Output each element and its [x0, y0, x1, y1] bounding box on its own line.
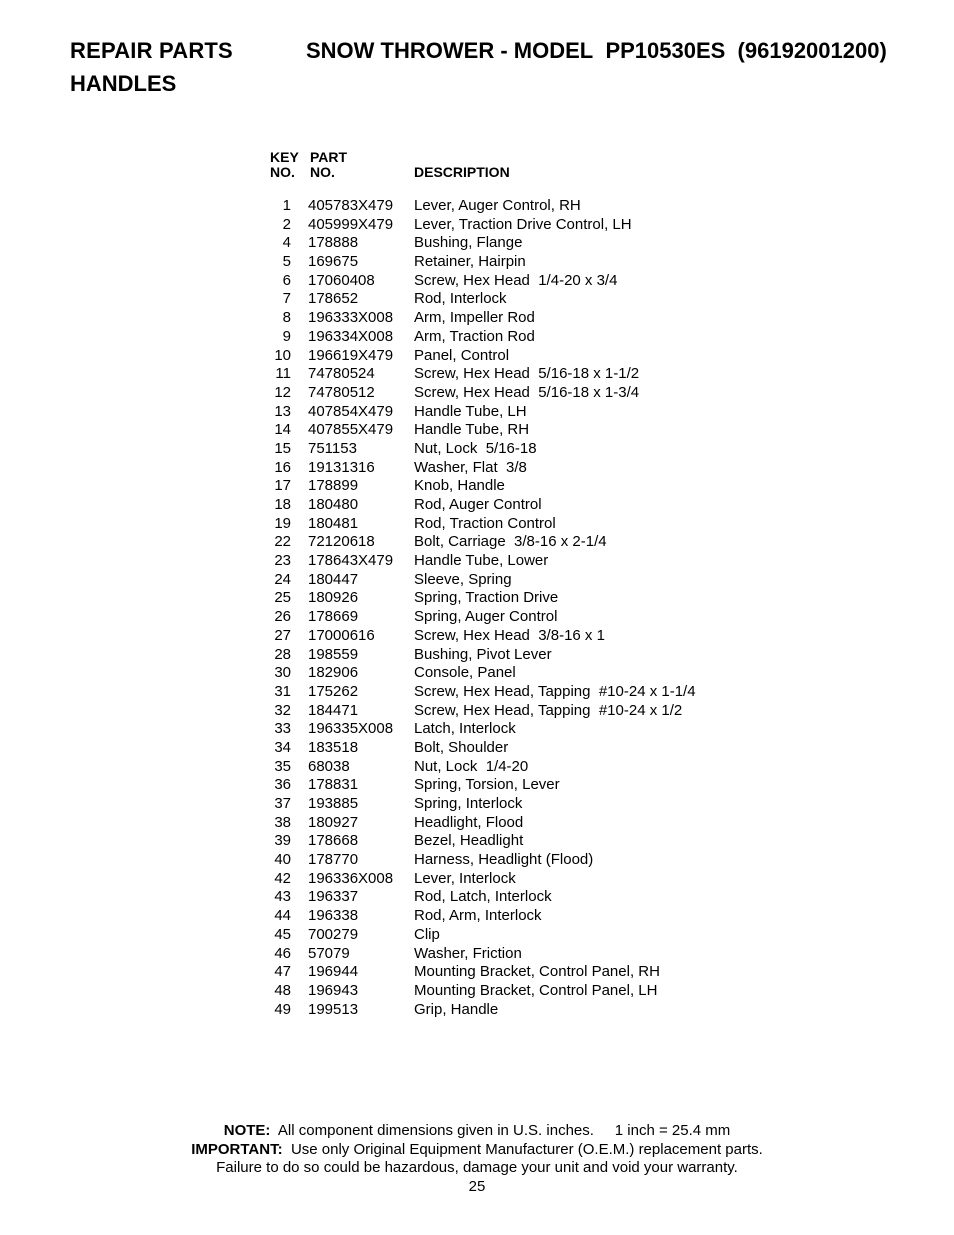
model-number: (96192001200)	[737, 38, 887, 63]
part-no-cell: 175262	[308, 682, 359, 700]
table-row	[0, 814, 954, 833]
description-cell: Lever, Auger Control, RH	[414, 197, 581, 214]
description-cell: Screw, Hex Head 5/16-18 x 1-1/2	[414, 365, 640, 383]
key-no-cell: 12	[274, 383, 291, 401]
table-row	[0, 683, 954, 702]
table-row	[0, 328, 954, 347]
key-no-cell: 42	[274, 869, 291, 887]
table-row	[0, 758, 954, 777]
parts-table	[0, 197, 954, 1019]
table-row	[0, 589, 954, 608]
description-cell: Rod, Latch, Interlock	[414, 888, 552, 906]
description-cell: Rod, Auger Control	[414, 496, 542, 513]
key-no-cell: 39	[274, 832, 291, 850]
table-row	[0, 795, 954, 814]
key-header-line2: NO.	[270, 164, 295, 180]
part-no-cell: 178652	[308, 290, 359, 308]
key-no-cell: 48	[274, 981, 291, 999]
part-no-cell: 199513	[308, 1000, 359, 1018]
description-cell: Rod, Traction Control	[414, 514, 556, 532]
key-no-cell: 38	[274, 813, 291, 831]
part-no-cell: 196333X008	[308, 309, 394, 327]
description-cell: Knob, Handle	[414, 477, 505, 495]
key-no-cell: 2	[282, 215, 291, 233]
important-line	[0, 1141, 954, 1160]
part-no-cell: 407855X479	[308, 421, 394, 439]
key-no-cell: 40	[274, 851, 291, 869]
key-no-cell: 26	[274, 608, 291, 626]
table-row	[0, 384, 954, 403]
table-row	[0, 888, 954, 907]
key-no-cell: 46	[274, 944, 291, 962]
description-cell: Clip	[414, 925, 440, 943]
section-label: REPAIR PARTS	[70, 38, 233, 63]
key-no-cell: 28	[274, 645, 291, 663]
note-conversion: 1 inch = 25.4 mm	[614, 1122, 731, 1139]
key-no-header	[270, 150, 299, 180]
part-no-header	[310, 150, 347, 180]
part-no-cell: 196336X008	[308, 869, 394, 887]
subsection-title: HANDLES	[70, 71, 177, 96]
part-no-cell: 169675	[308, 253, 359, 271]
table-row	[0, 945, 954, 964]
model-title	[306, 38, 887, 64]
key-no-cell: 10	[274, 346, 291, 364]
description-cell: Spring, Auger Control	[414, 608, 558, 626]
part-header-line1: PART	[310, 149, 348, 165]
description-cell: Handle Tube, Lower	[414, 552, 549, 570]
note-label: NOTE:	[223, 1122, 271, 1139]
key-no-cell: 47	[274, 963, 291, 981]
table-row	[0, 776, 954, 795]
part-no-cell: 17000616	[308, 626, 375, 644]
part-header-line2: NO.	[310, 164, 335, 180]
table-row	[0, 533, 954, 552]
part-no-cell: 407854X479	[308, 402, 394, 420]
part-no-cell: 17060408	[308, 271, 375, 289]
description-cell: Handle Tube, RH	[414, 421, 530, 439]
table-row	[0, 272, 954, 291]
description-cell: Spring, Traction Drive	[414, 589, 559, 607]
table-row	[0, 234, 954, 253]
description-cell: Spring, Torsion, Lever	[414, 776, 560, 794]
key-no-cell: 44	[274, 907, 291, 925]
page-footer	[0, 1122, 954, 1196]
part-no-cell: 751153	[308, 439, 357, 457]
description-cell: Latch, Interlock	[414, 720, 516, 738]
part-no-cell: 178831	[308, 776, 359, 794]
table-row	[0, 907, 954, 926]
table-row	[0, 365, 954, 384]
part-no-cell: 405783X479	[308, 197, 394, 214]
key-no-cell: 13	[274, 402, 291, 420]
page-number: 25	[468, 1177, 486, 1195]
table-row	[0, 608, 954, 627]
description-cell: Arm, Traction Rod	[414, 327, 535, 345]
table-row	[0, 347, 954, 366]
part-no-cell: 19131316	[308, 458, 375, 476]
key-no-cell: 17	[274, 477, 291, 495]
part-no-cell: 180927	[308, 813, 359, 831]
key-no-cell: 9	[282, 327, 291, 345]
description-cell: Console, Panel	[414, 664, 516, 682]
description-header: DESCRIPTION	[414, 164, 510, 180]
part-no-cell: 196619X479	[308, 346, 394, 364]
description-cell: Screw, Hex Head 5/16-18 x 1-3/4	[414, 383, 640, 401]
model-code: PP10530ES	[605, 38, 726, 63]
description-cell: Screw, Hex Head 3/8-16 x 1	[414, 626, 605, 644]
important-label: IMPORTANT:	[191, 1140, 283, 1158]
description-cell: Arm, Impeller Rod	[414, 309, 535, 327]
table-row	[0, 290, 954, 309]
key-no-cell: 14	[274, 421, 291, 439]
warning-line: Failure to do so could be hazardous, damage your unit and void your warranty.	[216, 1159, 738, 1176]
description-cell: Mounting Bracket, Control Panel, RH	[414, 963, 660, 981]
description-cell: Rod, Arm, Interlock	[414, 907, 542, 925]
key-no-cell: 49	[274, 1000, 291, 1018]
key-no-cell: 19	[274, 514, 291, 532]
description-cell: Screw, Hex Head, Tapping #10-24 x 1/2	[414, 701, 683, 719]
key-no-cell: 36	[274, 776, 291, 794]
part-no-cell: 178643X479	[308, 552, 394, 570]
part-no-cell: 183518	[308, 738, 359, 756]
description-cell: Screw, Hex Head 1/4-20 x 3/4	[414, 271, 618, 289]
part-no-cell: 196337	[308, 888, 359, 906]
key-no-cell: 30	[274, 664, 291, 682]
table-row	[0, 982, 954, 1001]
part-no-cell: 178668	[308, 832, 359, 850]
part-no-cell: 74780524	[308, 365, 375, 383]
part-no-cell: 196943	[308, 981, 359, 999]
description-cell: Washer, Friction	[414, 944, 522, 962]
part-no-cell: 193885	[308, 795, 359, 812]
description-cell: Panel, Control	[414, 346, 510, 364]
part-no-cell: 198559	[308, 645, 359, 663]
table-row	[0, 496, 954, 515]
table-row	[0, 515, 954, 534]
part-no-cell: 182906	[308, 664, 359, 682]
description-cell: Bolt, Shoulder	[414, 738, 509, 756]
description-cell: Bolt, Carriage 3/8-16 x 2-1/4	[414, 533, 607, 551]
key-no-cell: 31	[274, 682, 291, 700]
table-row	[0, 720, 954, 739]
description-cell: Grip, Handle	[414, 1000, 499, 1018]
description-cell: Retainer, Hairpin	[414, 253, 526, 271]
table-row	[0, 197, 954, 216]
description-cell: Handle Tube, LH	[414, 402, 527, 420]
table-row	[0, 477, 954, 496]
table-row	[0, 253, 954, 272]
key-no-cell: 32	[274, 701, 291, 719]
key-no-cell: 23	[274, 552, 291, 570]
part-no-cell: 180481	[308, 514, 359, 532]
part-no-cell: 180447	[308, 570, 359, 588]
table-row	[0, 832, 954, 851]
table-row	[0, 421, 954, 440]
part-no-cell: 180926	[308, 589, 359, 607]
table-row	[0, 963, 954, 982]
model-prefix: SNOW THROWER - MODEL	[306, 38, 594, 63]
key-no-cell: 1	[282, 197, 291, 214]
part-no-cell: 57079	[308, 944, 350, 962]
table-row	[0, 664, 954, 683]
table-row	[0, 571, 954, 590]
key-no-cell: 25	[274, 589, 291, 607]
key-header-line1: KEY	[270, 149, 299, 165]
description-cell: Spring, Interlock	[414, 795, 523, 812]
table-row	[0, 309, 954, 328]
part-no-cell: 196338	[308, 907, 359, 925]
key-no-cell: 43	[274, 888, 291, 906]
description-cell: Bushing, Flange	[414, 234, 523, 252]
part-no-cell: 74780512	[308, 383, 375, 401]
key-no-cell: 18	[274, 496, 291, 513]
part-no-cell: 178770	[308, 851, 359, 869]
key-no-cell: 35	[274, 757, 291, 775]
part-no-cell: 196334X008	[308, 327, 394, 345]
description-cell: Nut, Lock 1/4-20	[414, 757, 529, 775]
description-cell: Nut, Lock 5/16-18	[414, 439, 537, 457]
table-row	[0, 216, 954, 235]
table-row	[0, 1001, 954, 1020]
table-row	[0, 403, 954, 422]
table-row	[0, 851, 954, 870]
description-cell: Bezel, Headlight	[414, 832, 524, 850]
key-no-cell: 33	[274, 720, 291, 738]
description-cell: Headlight, Flood	[414, 813, 524, 831]
table-row	[0, 926, 954, 945]
key-no-cell: 24	[274, 570, 291, 588]
description-cell: Washer, Flat 3/8	[414, 458, 527, 476]
key-no-cell: 4	[282, 234, 291, 252]
part-no-cell: 178669	[308, 608, 359, 626]
key-no-cell: 7	[282, 290, 291, 308]
table-row	[0, 739, 954, 758]
key-no-cell: 45	[274, 925, 291, 943]
key-no-cell: 6	[282, 271, 291, 289]
description-cell: Sleeve, Spring	[414, 570, 512, 588]
description-cell: Bushing, Pivot Lever	[414, 645, 552, 663]
part-no-cell: 178899	[308, 477, 359, 495]
part-no-cell: 68038	[308, 757, 350, 775]
table-row	[0, 459, 954, 478]
key-no-cell: 16	[274, 458, 291, 476]
note-text: All component dimensions given in U.S. inches.	[277, 1122, 594, 1139]
key-no-cell: 37	[274, 795, 291, 812]
key-no-cell: 15	[274, 439, 291, 457]
key-no-cell: 8	[282, 309, 291, 327]
parts-table-header	[0, 150, 954, 184]
description-cell: Screw, Hex Head, Tapping #10-24 x 1-1/4	[414, 682, 696, 700]
part-no-cell: 178888	[308, 234, 359, 252]
table-row	[0, 702, 954, 721]
part-no-cell: 72120618	[308, 533, 375, 551]
table-row	[0, 552, 954, 571]
description-cell: Lever, Traction Drive Control, LH	[414, 215, 632, 233]
description-cell: Rod, Interlock	[414, 290, 507, 308]
description-cell: Lever, Interlock	[414, 869, 516, 887]
key-no-cell: 27	[274, 626, 291, 644]
table-row	[0, 440, 954, 459]
table-row	[0, 646, 954, 665]
key-no-cell: 5	[282, 253, 291, 271]
part-no-cell: 184471	[308, 701, 359, 719]
key-no-cell: 34	[274, 738, 291, 756]
part-no-cell: 196335X008	[308, 720, 394, 738]
key-no-cell: 11	[275, 365, 291, 383]
table-row	[0, 870, 954, 889]
part-no-cell: 700279	[308, 925, 359, 943]
part-no-cell: 196944	[308, 963, 359, 981]
table-row	[0, 627, 954, 646]
part-no-cell: 180480	[308, 496, 359, 513]
note-line	[0, 1122, 954, 1141]
important-text: Use only Original Equipment Manufacturer (O.E.M.) replacement parts.	[290, 1140, 763, 1158]
description-cell: Harness, Headlight (Flood)	[414, 851, 594, 869]
description-cell: Mounting Bracket, Control Panel, LH	[414, 981, 658, 999]
key-no-cell: 22	[274, 533, 291, 551]
part-no-cell: 405999X479	[308, 215, 394, 233]
